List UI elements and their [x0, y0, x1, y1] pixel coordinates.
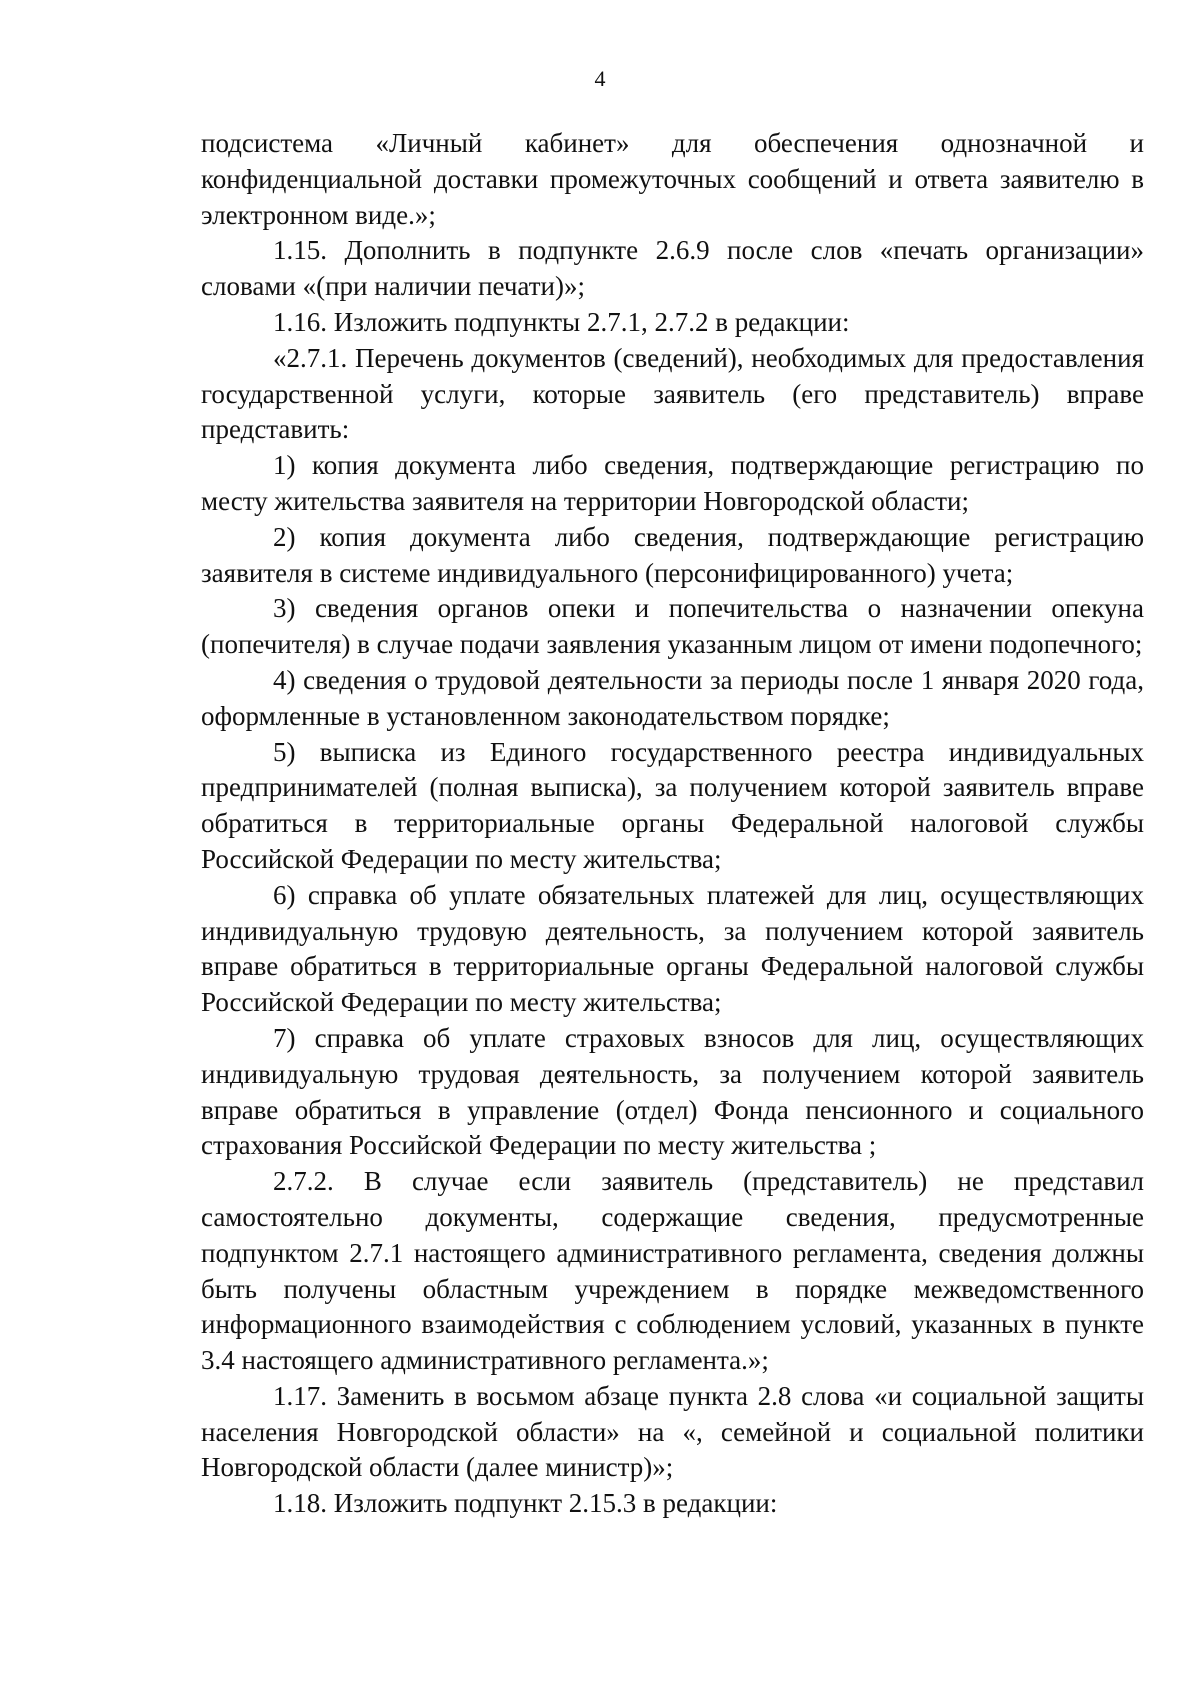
paragraph: 1.17. Заменить в восьмом абзаце пункта 2.8 слова «и социальной защиты населения Новгородской области» на «, семейной и социальной политики Новгородской области (далее министр)»;: [201, 1380, 1144, 1483]
paragraph: 6) справка об уплате обязательных платежей для лиц, осуществляющих индивидуальную трудовую деятельность, за получением которой заявитель вправе обратиться в территориальные органы Федеральной налоговой службы Российской Федерации по месту жительства;: [201, 879, 1144, 1018]
paragraph: 2) копия документа либо сведения, подтверждающие регистрацию заявителя в системе индивидуального (персонифицированного) учета;: [201, 521, 1144, 588]
paragraph: подсистема «Личный кабинет» для обеспечения однозначной и конфиденциальной доставки промежуточных сообщений и ответа заявителю в электронном виде.»;: [201, 128, 1144, 230]
paragraph: 5) выписка из Единого государственного реестра индивидуальных предпринимателей (полная выписка), за получением которой заявитель вправе обратиться в территориальные органы Федеральной налоговой службы Российской Федерации по месту жительства;: [201, 736, 1144, 874]
paragraph: «2.7.1. Перечень документов (сведений), необходимых для предоставления государственной услуги, которые заявитель (его представитель) вправе представить:: [201, 342, 1144, 445]
paragraph: 3) сведения органов опеки и попечительства о назначении опекуна (попечителя) в случае подачи заявления указанным лицом от имени подопечного;: [201, 593, 1144, 660]
paragraph: 4) сведения о трудовой деятельности за периоды после 1 января 2020 года, оформленные в установленном законодательством порядке;: [201, 664, 1144, 731]
paragraph: 1.16. Изложить подпункты 2.7.1, 2.7.2 в редакции:: [273, 306, 850, 337]
paragraph: 1) копия документа либо сведения, подтверждающие регистрацию по месту жительства заявителя на территории Новгородской области;: [201, 450, 1144, 516]
page-number: 4: [594, 66, 606, 91]
paragraph: 1.18. Изложить подпункт 2.15.3 в редакции:: [273, 1488, 778, 1519]
document-body: [201, 126, 1144, 1522]
paragraph: 1.15. Дополнить в подпункте 2.6.9 после слов «печать организации» словами «(при наличии печати)»;: [201, 235, 1144, 302]
paragraph: 7) справка об уплате страховых взносов для лиц, осуществляющих индивидуальную трудовая деятельность, за получением которой заявитель вправе обратиться в управление (отдел) Фонда пенсионного и социального страхования Российской Федерации по месту жительства ;: [201, 1022, 1144, 1161]
paragraph: 2.7.2. В случае если заявитель (представитель) не представил самостоятельно документы, содержащие сведения, предусмотренные подпунктом 2.7.1 настоящего административного регламента, сведения должны быть получены областным учреждением в порядке межведомственного информационного взаимодействия с соблюдением условий, указанных в пункте 3.4 настоящего административного регламента.»;: [201, 1166, 1144, 1376]
